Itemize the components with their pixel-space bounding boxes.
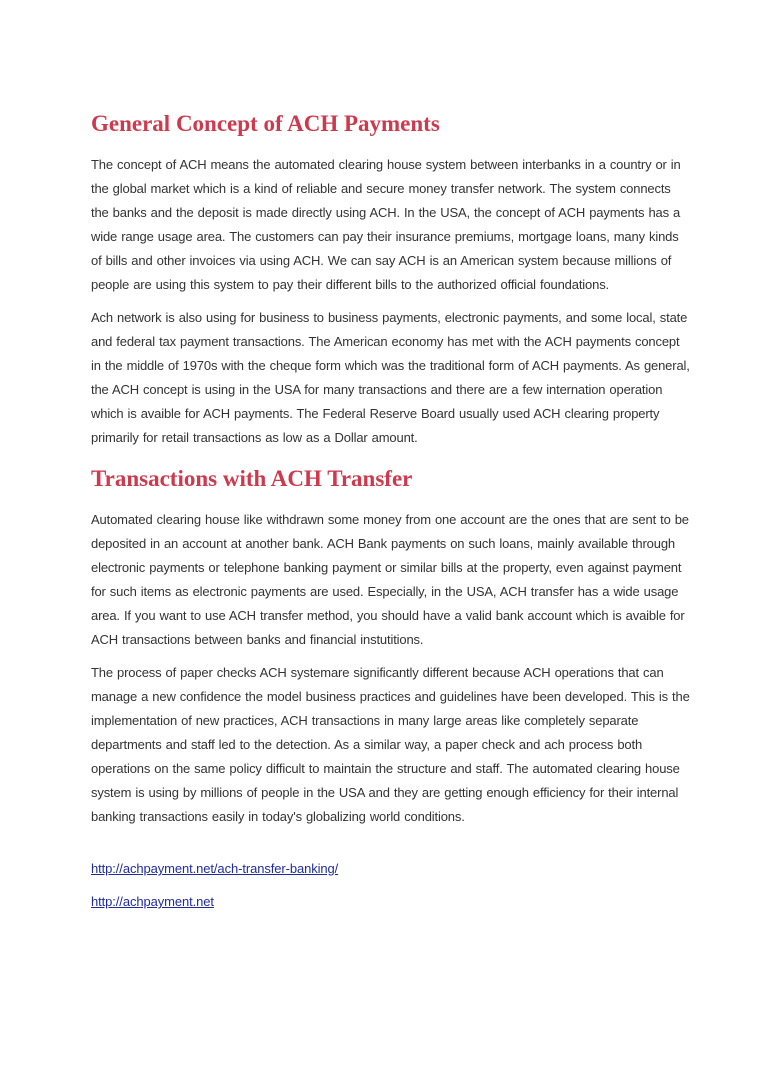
- section-heading-general-concept: General Concept of ACH Payments: [91, 111, 440, 136]
- document-page: [91, 107, 691, 923]
- paragraph-concept-of-ach: The concept of ACH means the automated clearing house system between interbanks in a country or in the global market which is a kind of reliable and secure money transfer network. The system connects the banks and the deposit is made directly using ACH. In the USA, the concept of ACH payments has a wide range usage area. The customers can pay their insurance premiums, mortgage loans, many kinds of bills and other invoices via using ACH. We can say ACH is an American system because millions of people are using this system to pay their different bills to the authorized official foundations.: [91, 157, 681, 292]
- reference-links: [91, 857, 691, 914]
- paragraph-paper-checks: The process of paper checks ACH systemare significantly different because ACH operations that can manage a new confidence the model business practices and guidelines have been developed. This is the implementation of new practices, ACH transactions in many large areas like completely separate departments and staff led to the detection. As a similar way, a paper check and ach process both operations on the same policy difficult to maintain the structure and staff. The automated clearing house system is using by millions of people in the USA and they are getting enough efficiency for their internal banking transactions easily in today's globalizing world conditions.: [91, 665, 690, 824]
- paragraph-automated-clearing: Automated clearing house like withdrawn some money from one account are the ones that are sent to be deposited in an account at another bank. ACH Bank payments on such loans, mainly available through electronic payments or telephone banking payment or similar bills at the property, even against payment for such items as electronic payments are used. Especially, in the USA, ACH transfer has a wide usage area. If you want to use ACH transfer method, you should have a valid bank account which is avaible for ACH transactions between banks and financial instutitions.: [91, 512, 689, 647]
- link-achpayment-home[interactable]: http://achpayment.net: [91, 894, 214, 909]
- paragraph-ach-network: Ach network is also using for business to business payments, electronic payments, and some local, state and federal tax payment transactions. The American economy has met with the ACH payments concept in the middle of 1970s with the cheque form which was the traditional form of ACH payments. As general, the ACH concept is using in the USA for many transactions and there are a few internation operation which is avaible for ACH payments. The Federal Reserve Board usually used ACH clearing property primarily for retail transactions as low as a Dollar amount.: [91, 310, 690, 445]
- section-heading-transactions: Transactions with ACH Transfer: [91, 466, 413, 491]
- link-ach-transfer-banking[interactable]: http://achpayment.net/ach-transfer-banking/: [91, 861, 339, 876]
